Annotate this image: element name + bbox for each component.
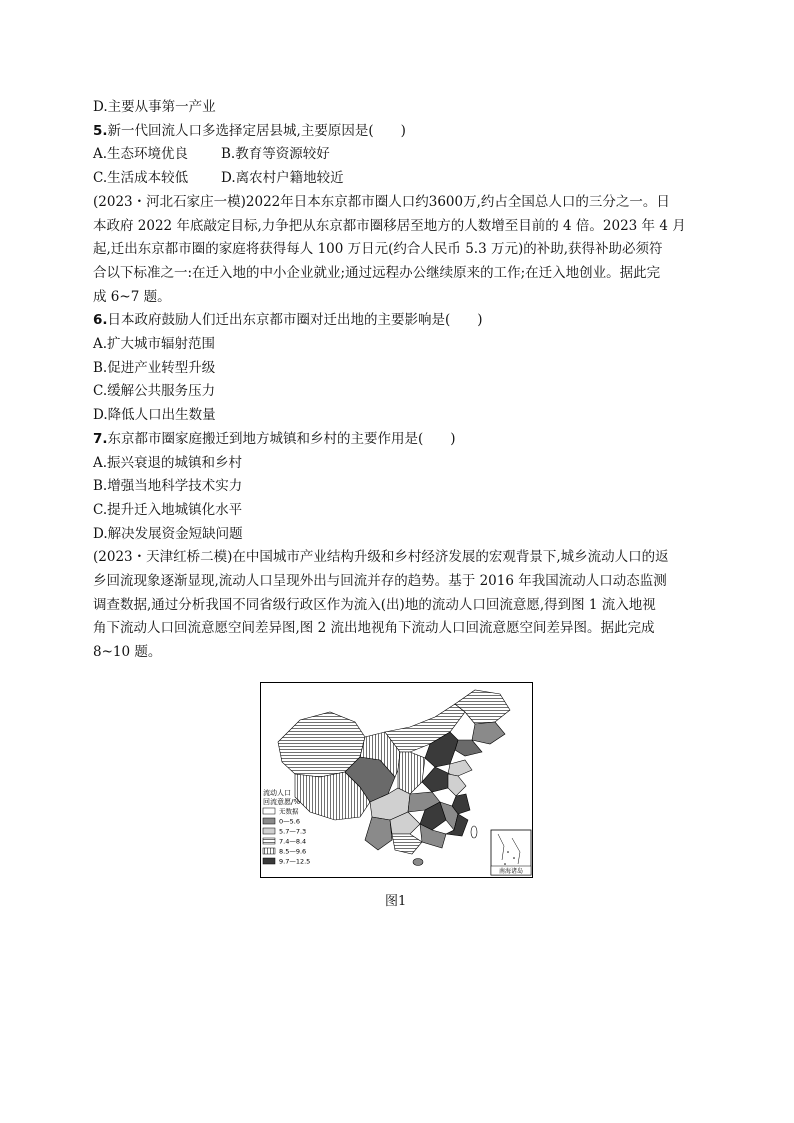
question-7 bbox=[93, 428, 698, 452]
legend-item-1: 0—5.6 bbox=[279, 817, 300, 826]
question-7-stem: 东京都市圈家庭搬迁到地方城镇和乡村的主要作用是( ) bbox=[107, 430, 456, 447]
q6-option-c: C.缓解公共服务压力 bbox=[93, 383, 216, 400]
china-map-svg bbox=[260, 682, 533, 878]
q6-option-a: A.扩大城市辐射范围 bbox=[93, 336, 216, 353]
legend-item-2: 5.7—7.3 bbox=[279, 827, 307, 836]
legend-item-0: 无数据 bbox=[279, 807, 299, 816]
legend-title-2: 回流意愿/% bbox=[263, 798, 301, 806]
question-6 bbox=[93, 309, 698, 333]
q6-option-b: B.促进产业转型升级 bbox=[93, 359, 216, 376]
question-7-number: 7. bbox=[93, 430, 108, 447]
region-taiwan bbox=[471, 826, 477, 838]
legend-item-5: 9.7—12.5 bbox=[279, 857, 311, 866]
document-page bbox=[93, 96, 698, 665]
passage1-line3: 起,迁出东京都市圈的家庭将获得每人 100 万日元(约合人民币 5.3 万元)的补助,获得补助必须符 bbox=[93, 241, 663, 258]
legend-item-3: 7.4—8.4 bbox=[279, 837, 307, 846]
question-5-options-row2 bbox=[93, 167, 698, 191]
question-5-options-row1 bbox=[93, 143, 698, 167]
figure-caption: 图1 bbox=[385, 894, 407, 909]
passage1-line4: 合以下标准之一:在迁入地的中小企业就业;通过远程办公继续原来的工作;在迁入地创业。据此完 bbox=[93, 264, 661, 281]
question-5 bbox=[93, 120, 698, 144]
passage2-line3: 调查数据,通过分析我国不同省级行政区作为流入(出)地的流动人口回流意愿,得到图 1 流入地视 bbox=[93, 596, 656, 613]
q7-option-b: B.增强当地科学技术实力 bbox=[93, 478, 243, 495]
legend-title-1: 流动人口 bbox=[263, 789, 291, 797]
china-map-figure bbox=[260, 682, 533, 878]
question-6-stem: 日本政府鼓励人们迁出东京都市圈对迁出地的主要影响是( ) bbox=[107, 312, 483, 329]
passage2-line2: 乡回流现象逐渐显现,流动人口呈现外出与回流并存的趋势。基于 2016 年我国流动人口动态监测 bbox=[93, 573, 667, 590]
q7-option-d: D.解决发展资金短缺问题 bbox=[93, 525, 243, 542]
q6-option-d: D.降低人口出生数量 bbox=[93, 407, 216, 424]
q5-option-b: B.教育等资源较好 bbox=[221, 146, 330, 163]
question-5-stem: 新一代回流人口多选择定居县城,主要原因是( ) bbox=[107, 122, 406, 139]
passage2-line4: 角下流动人口回流意愿空间差异图,图 2 流出地视角下流动人口回流意愿空间差异图。据此完成 bbox=[93, 620, 655, 637]
q5-option-d: D.离农村户籍地较近 bbox=[221, 170, 344, 187]
passage1-line1: (2023・河北石家庄一模)2022年日本东京都市圈人口约3600万,约占全国总人口的三分之一。日 bbox=[93, 193, 670, 210]
passage1-line2: 本政府 2022 年底敲定目标,力争把从东京都市圈移居至地方的人数增至目前的 4 倍。2023 年 4 月 bbox=[93, 217, 686, 234]
region-hainan bbox=[413, 859, 423, 866]
question-5-number: 5. bbox=[93, 122, 108, 139]
passage2-line1: (2023・天津红桥二模)在中国城市产业结构升级和乡村经济发展的宏观背景下,城乡流动人口的返 bbox=[93, 549, 669, 566]
q4-option-d: D.主要从事第一产业 bbox=[93, 99, 216, 115]
q5-option-a: A.生态环境优良 bbox=[93, 146, 189, 163]
q5-option-c: C.生活成本较低 bbox=[93, 170, 189, 187]
q7-option-a: A.振兴衰退的城镇和乡村 bbox=[93, 454, 243, 471]
legend-item-4: 8.5—9.6 bbox=[279, 847, 307, 856]
q7-option-c: C.提升迁入地城镇化水平 bbox=[93, 501, 243, 518]
inset-label: 南海诸岛 bbox=[498, 868, 524, 875]
question-6-number: 6. bbox=[93, 312, 108, 329]
passage1-line5: 成 6~7 题。 bbox=[93, 288, 171, 305]
passage2-line5: 8~10 题。 bbox=[93, 644, 162, 661]
